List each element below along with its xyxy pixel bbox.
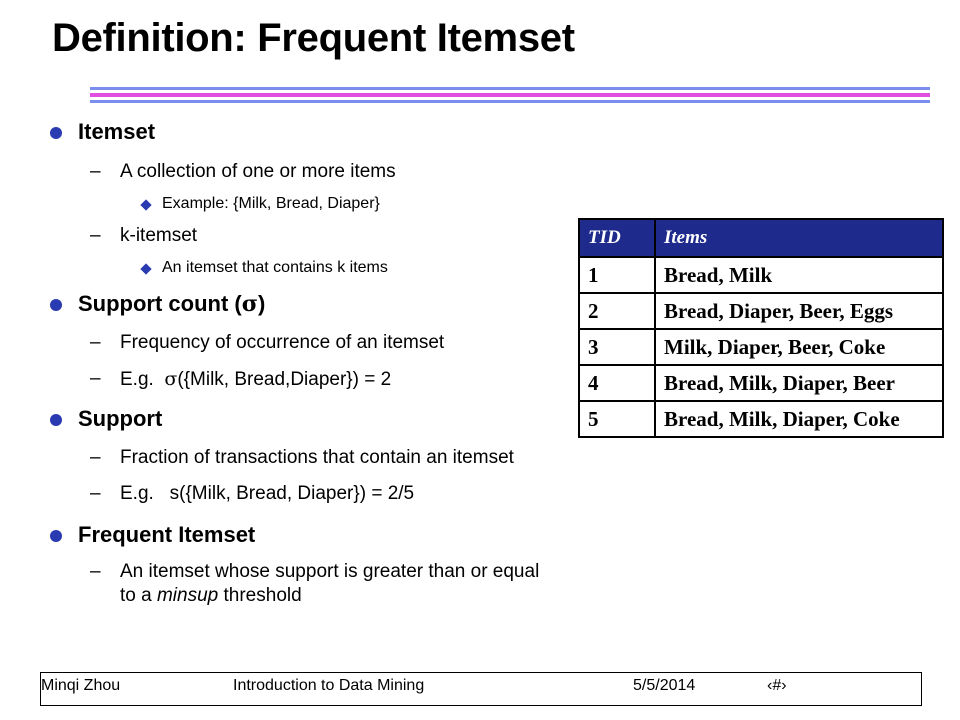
diamond-bullet-icon: [140, 263, 151, 274]
slide-footer: [40, 672, 922, 706]
bullet-content: [42, 117, 562, 608]
sub-item: – A collection of one or more items: [90, 161, 396, 182]
cell-tid: 3: [579, 329, 655, 365]
bullet-support: Support: [42, 404, 562, 434]
cell-items: Bread, Milk: [655, 257, 943, 293]
footer-page-number: ‹#›: [767, 677, 787, 694]
subsub-item: Example: {Milk, Bread, Diaper}: [42, 193, 562, 215]
diamond-bullet-icon: [140, 199, 151, 210]
sub-item: – An itemset whose support is greater than or equal to a minsup threshold: [90, 561, 540, 606]
bullet-support-count: Support count (σ): [42, 289, 562, 319]
bullet-heading: Itemset: [78, 119, 156, 144]
bullet-dot-icon: [50, 299, 62, 311]
bullet-dot-icon: [50, 530, 62, 542]
table-row: [579, 257, 943, 293]
slide-title: Definition: Frequent Itemset: [52, 16, 575, 60]
cell-tid: 4: [579, 365, 655, 401]
table-row: [579, 365, 943, 401]
sub-item: – Fraction of transactions that contain an itemset: [90, 447, 514, 468]
footer-date: 5/5/2014: [633, 677, 696, 694]
table-row: [579, 293, 943, 329]
cell-items: Bread, Diaper, Beer, Eggs: [655, 293, 943, 329]
cell-items: Bread, Milk, Diaper, Beer: [655, 365, 943, 401]
bullet-itemset: [42, 117, 562, 147]
transactions-table: [578, 218, 944, 438]
table-header-row: [579, 219, 943, 257]
bullet-dot-icon: [50, 414, 62, 426]
table-row: [579, 329, 943, 365]
cell-items: Bread, Milk, Diaper, Coke: [655, 401, 943, 437]
bullet-dot-icon: [50, 127, 62, 139]
column-header-tid: TID: [579, 219, 655, 257]
title-rule-top: [90, 87, 930, 90]
cell-tid: 5: [579, 401, 655, 437]
column-header-items: Items: [655, 219, 943, 257]
cell-tid: 2: [579, 293, 655, 329]
bullet-frequent-itemset: Frequent Itemset: [42, 520, 562, 550]
footer-course: Introduction to Data Mining: [233, 677, 425, 694]
footer-author: Minqi Zhou: [41, 677, 121, 694]
title-rule-bottom: [90, 100, 930, 103]
sub-item: – E.g. s({Milk, Bread, Diaper}) = 2/5: [90, 483, 415, 504]
sub-item: – Frequency of occurrence of an itemset: [90, 332, 445, 353]
sub-item: – E.g. σ({Milk, Bread,Diaper}) = 2: [90, 368, 392, 390]
cell-tid: 1: [579, 257, 655, 293]
subsub-item: An itemset that contains k items: [42, 257, 562, 279]
table-row: [579, 401, 943, 437]
title-rule-middle: [90, 93, 930, 97]
cell-items: Milk, Diaper, Beer, Coke: [655, 329, 943, 365]
sub-item: – k-itemset: [90, 225, 198, 246]
